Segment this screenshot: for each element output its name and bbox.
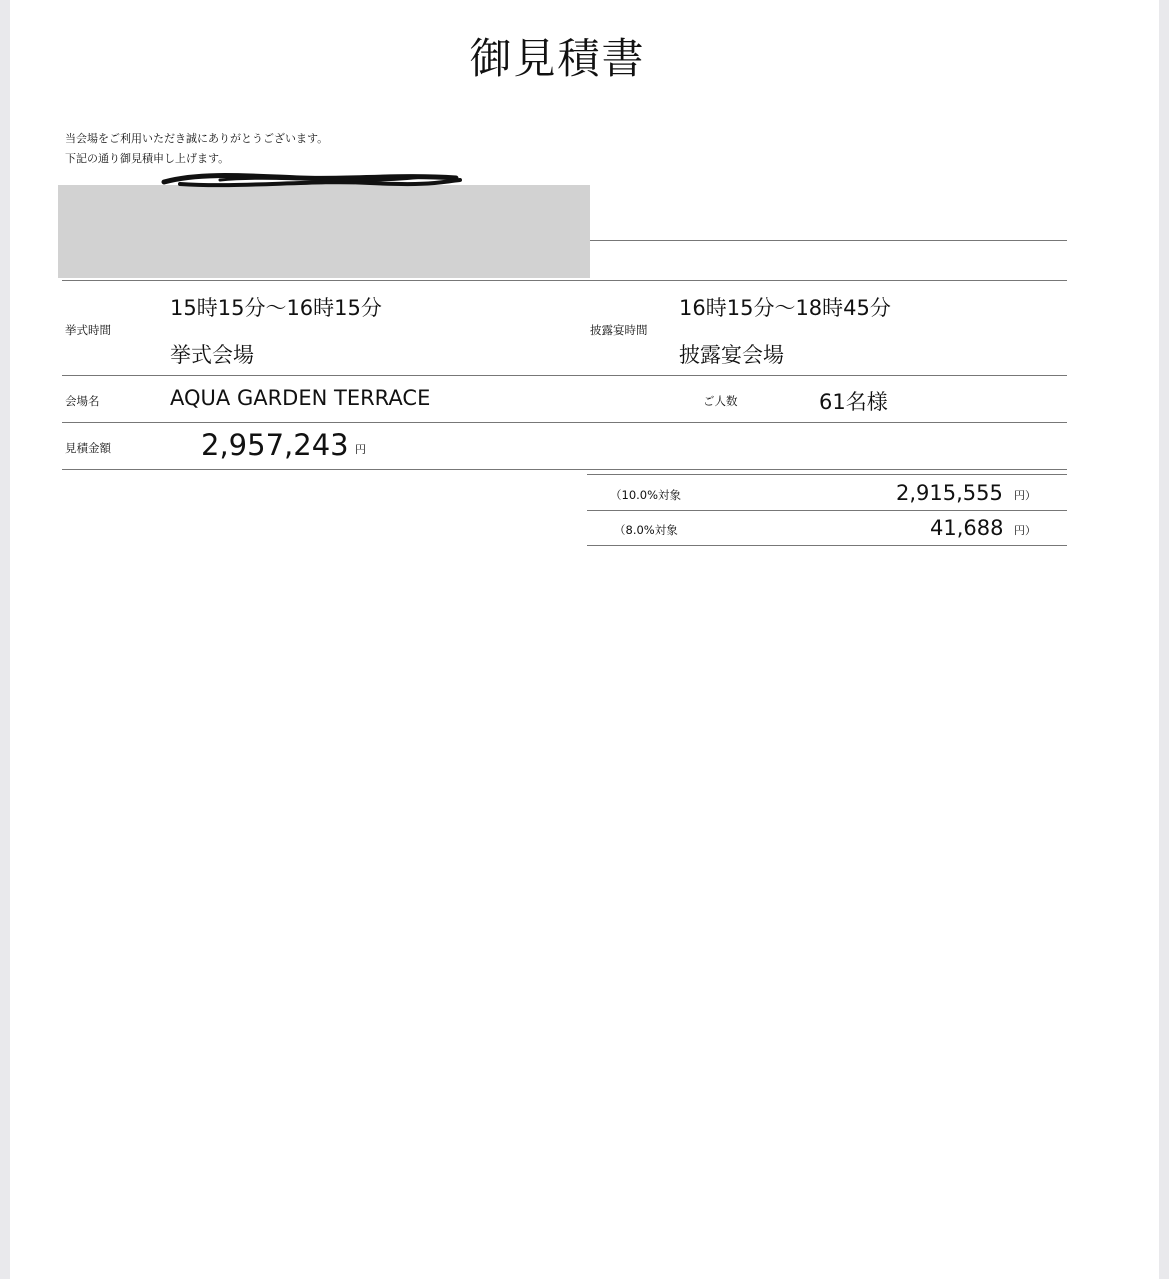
document-title: 御見積書 — [469, 34, 646, 83]
tax-10-unit: 円） — [1014, 489, 1036, 502]
section-rule-venue — [62, 375, 1067, 376]
tax-table-mid-rule — [587, 510, 1067, 511]
estimate-amount: 2,957,243 — [201, 428, 349, 462]
ceremony-venue-label: 挙式会場 — [170, 343, 254, 367]
redacted-recipient-block — [58, 185, 590, 278]
tax-8-amount: 41,688 — [930, 516, 1004, 540]
section-rule-top — [62, 280, 1067, 281]
ceremony-time-value: 15時15分〜16時15分 — [170, 296, 382, 320]
reception-time-label: 披露宴時間 — [590, 323, 648, 337]
ceremony-time-label: 挙式時間 — [65, 323, 111, 337]
section-rule-bottom — [62, 469, 1067, 470]
section-rule-estimate — [62, 422, 1067, 423]
venue-name: AQUA GARDEN TERRACE — [170, 386, 431, 410]
reception-venue-label: 披露宴会場 — [679, 343, 784, 367]
estimate-page — [10, 0, 1159, 1279]
greeting-line-1: 当会場をご利用いただき誠にありがとうございます。 — [65, 132, 329, 145]
tax-10-amount: 2,915,555 — [896, 481, 1003, 505]
tax-table-bottom-rule — [587, 545, 1067, 546]
redaction-scribble — [160, 168, 470, 194]
estimate-unit: 円 — [355, 443, 366, 456]
venue-label: 会場名 — [65, 394, 100, 408]
guest-count-value: 61名様 — [819, 390, 888, 414]
recipient-rule — [590, 240, 1067, 241]
tax-8-label: （8.0%対象 — [614, 523, 678, 537]
guest-count-label: ご人数 — [703, 394, 738, 408]
tax-10-label: （10.0%対象 — [610, 488, 682, 502]
tax-table-top-rule — [587, 474, 1067, 475]
reception-time-value: 16時15分〜18時45分 — [679, 296, 891, 320]
tax-8-unit: 円） — [1014, 524, 1036, 537]
estimate-label: 見積金額 — [65, 441, 111, 455]
greeting-line-2: 下記の通り御見積申し上げます。 — [65, 152, 230, 165]
